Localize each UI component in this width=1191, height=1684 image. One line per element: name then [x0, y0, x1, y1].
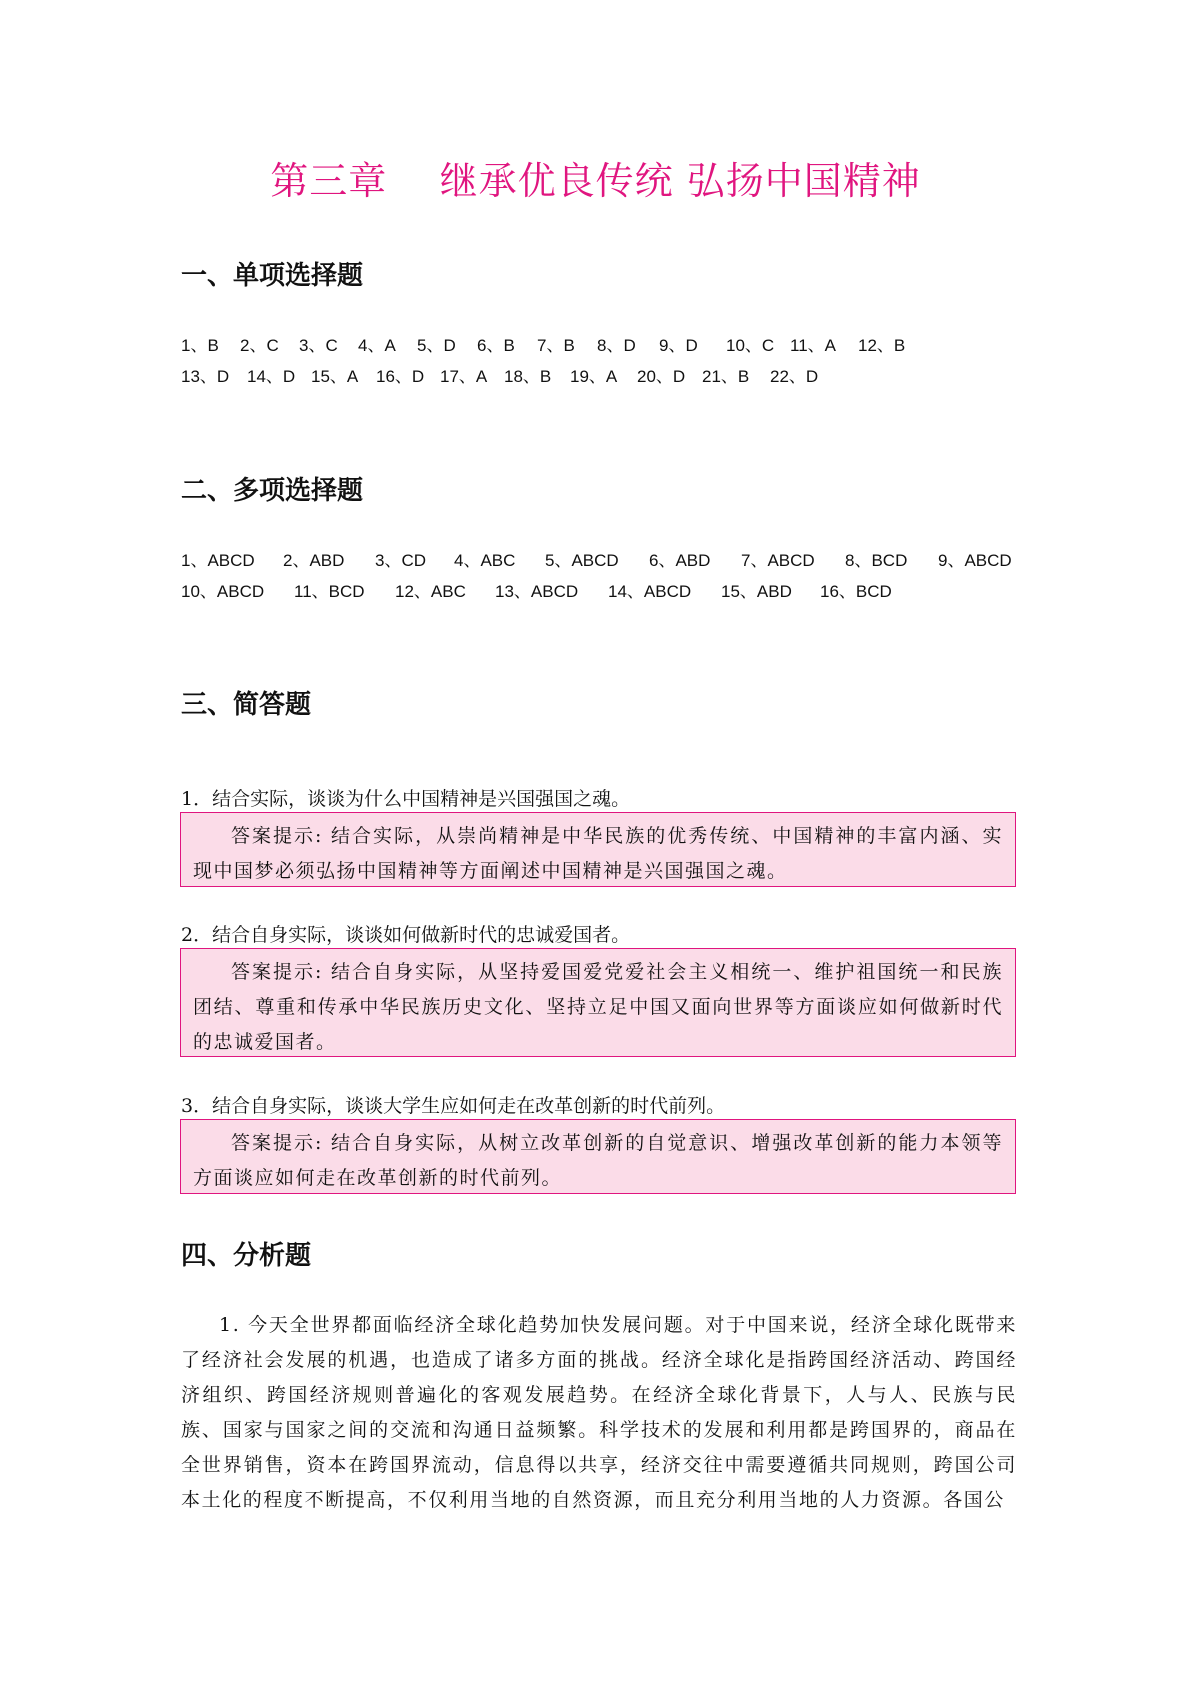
answer-item: 15、A [311, 367, 359, 386]
answer-item: 11、A [790, 336, 836, 355]
section-heading-short-answer: 三、简答题 [181, 690, 312, 720]
answer-item: 10、ABCD [181, 582, 265, 601]
answer-item: 10、C [726, 336, 775, 355]
answer-item: 7、B [537, 336, 575, 355]
answer-hint-text: 答案提示: 结合自身实际，从坚持爱国爱党爱社会主义相统一、维护祖国统一和民族团结、尊重和传承中华民族历史文化、坚持立足中国又面向世界等方面谈应如何做新时代的忠诚爱国者。 [193, 961, 1003, 1053]
answer-item: 2、C [240, 336, 279, 355]
section-heading-single-choice: 一、单项选择题 [181, 261, 364, 291]
answer-item: 5、ABCD [545, 551, 619, 570]
answer-item: 8、BCD [845, 551, 908, 570]
answer-item: 1、ABCD [181, 551, 255, 570]
answer-item: 6、B [477, 336, 515, 355]
answer-hint-text: 答案提示: 结合实际，从崇尚精神是中华民族的优秀传统、中国精神的丰富内涵、实现中国梦必须弘扬中国精神等方面阐述中国精神是兴国强国之魂。 [193, 825, 1003, 882]
answer-item: 17、A [440, 367, 488, 386]
analysis-paragraph-1: 1. 今天全世界都面临经济全球化趋势加快发展问题。对于中国来说，经济全球化既带来了经济社会发展的机遇，也造成了诸多方面的挑战。经济全球化是指跨国经济活动、跨国经济组织、跨国经济规则普遍化的客观发展趋势。在经济全球化背景下，人与人、民族与民族、国家与国家之间的交流和沟通日益频繁。科学技术的发展和利用都是跨国界的，商品在全世界销售，资本在跨国界流动，信息得以共享，经济交往中需要遵循共同规则，跨国公司本土化的程度不断提高，不仅利用当地的自然资源，而且充分利用当地的人力资源。各国公 [181, 1314, 1017, 1511]
answer-hint-box-2 [180, 948, 1016, 1057]
answer-item: 4、ABC [454, 551, 516, 570]
answer-item: 4、A [358, 336, 396, 355]
section-heading-multi-choice: 二、多项选择题 [181, 476, 364, 506]
answer-item: 5、D [417, 336, 456, 355]
multi-choice-answers-row-2 [181, 577, 892, 605]
short-answer-question-3: 3．结合自身实际，谈谈大学生应如何走在改革创新的时代前列。 [181, 1095, 726, 1117]
answer-item: 3、C [299, 336, 338, 355]
short-answer-question-1: 1．结合实际，谈谈为什么中国精神是兴国强国之魂。 [181, 788, 631, 810]
single-choice-answers-row-2 [181, 362, 818, 390]
answer-item: 2、ABD [283, 551, 345, 570]
answer-item: 18、B [504, 367, 552, 386]
short-answer-question-2: 2．结合自身实际，谈谈如何做新时代的忠诚爱国者。 [181, 924, 631, 946]
answer-item: 13、D [181, 367, 230, 386]
answer-item: 8、D [597, 336, 636, 355]
answer-item: 7、ABCD [741, 551, 815, 570]
answer-item: 11、BCD [294, 582, 365, 601]
answer-item: 16、D [376, 367, 425, 386]
answer-item: 12、B [858, 336, 906, 355]
answer-hint-box-1 [180, 812, 1016, 887]
multi-choice-answers-row-1 [181, 546, 1012, 574]
answer-item: 3、CD [375, 551, 427, 570]
section-heading-analysis: 四、分析题 [181, 1241, 312, 1271]
answer-item: 9、ABCD [938, 551, 1012, 570]
answer-item: 20、D [637, 367, 686, 386]
answer-item: 19、A [570, 367, 618, 386]
answer-hint-box-3 [180, 1119, 1016, 1194]
answer-item: 9、D [659, 336, 698, 355]
answer-item: 22、D [770, 367, 819, 386]
answer-item: 21、B [702, 367, 750, 386]
answer-item: 16、BCD [820, 582, 892, 601]
answer-hint-text: 答案提示: 结合自身实际，从树立改革创新的自觉意识、增强改革创新的能力本领等方面谈应如何走在改革创新的时代前列。 [193, 1132, 1003, 1189]
answer-item: 14、ABCD [608, 582, 692, 601]
answer-item: 12、ABC [395, 582, 466, 601]
answer-item: 15、ABD [721, 582, 792, 601]
answer-item: 1、B [181, 336, 219, 355]
answer-item: 6、ABD [649, 551, 711, 570]
answer-item: 14、D [247, 367, 296, 386]
answer-item: 13、ABCD [495, 582, 579, 601]
single-choice-answers-row-1 [181, 331, 905, 359]
chapter-title: 第三章 继承优良传统 弘扬中国精神 [270, 159, 921, 203]
